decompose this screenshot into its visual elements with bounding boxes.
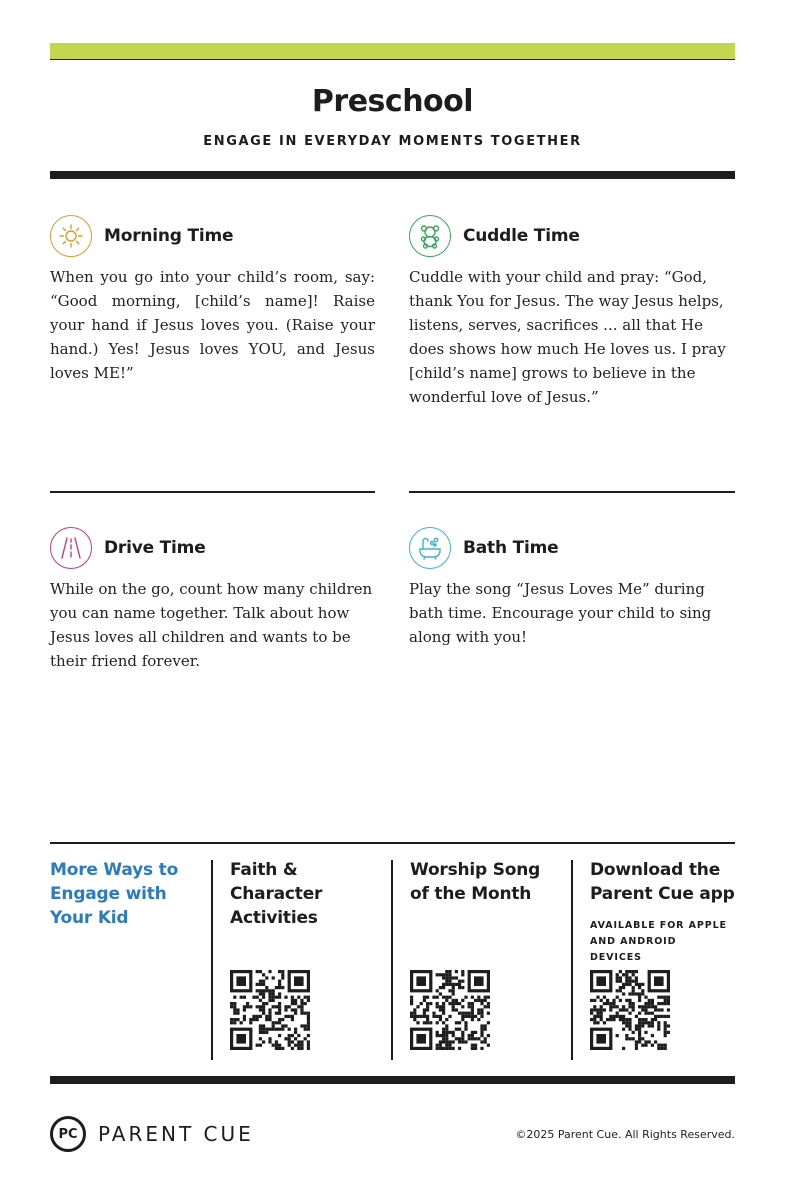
section-body: Cuddle with your child and pray: “God, thank You for Jesus. The way Jesus helps, listens, serves, sacrifices ... all that He does shows how much He loves us. I pray [child’s name] grows to believe in the wonderful love of Jesus.” [409, 268, 726, 406]
section-header [409, 215, 735, 257]
section-morning-time [50, 215, 375, 385]
section-title: Morning Time [104, 226, 234, 246]
column-title: Download the Parent Cue app [590, 860, 735, 904]
top-accent-line [50, 59, 735, 60]
faith-character-column [230, 858, 380, 930]
parent-cue-logo[interactable] [50, 1116, 254, 1152]
sun-icon [50, 215, 92, 257]
column-title: Worship Song of the Month [410, 860, 541, 904]
section-header [50, 215, 375, 257]
app-availability-note: AVAILABLE FOR APPLE AND ANDROID DEVICES [590, 920, 727, 963]
section-body: When you go into your child’s room, say: “Good morning, [child’s name]! Raise your hand if Jesus loves you. (Raise your hand.) Yes! Jesus loves YOU, and Jesus loves ME!” [50, 268, 375, 382]
section-drive-time [50, 527, 375, 673]
download-app-column [590, 858, 740, 966]
road-icon [50, 527, 92, 569]
qr-code-faith-activities[interactable] [230, 970, 310, 1050]
column-divider [391, 860, 393, 1060]
column-divider [571, 860, 573, 1060]
section-cuddle-time [409, 215, 735, 409]
section-body: While on the go, count how many children you can name together. Talk about how Jesus loves all children and wants to be their friend forever. [50, 580, 373, 670]
footer-top-divider [50, 842, 735, 844]
section-bath-time [409, 527, 735, 649]
bathtub-icon [409, 527, 451, 569]
footer-divider [50, 1076, 735, 1084]
more-ways-heading: More Ways to Engage with Your Kid [50, 860, 179, 928]
page-title: Preschool [311, 84, 474, 119]
qr-code-parent-cue-app[interactable] [590, 970, 670, 1050]
column-divider [211, 860, 213, 1060]
section-header [409, 527, 735, 569]
section-header [50, 527, 375, 569]
column-title: Faith & Character Activities [230, 860, 323, 928]
page-subtitle: ENGAGE IN EVERYDAY MOMENTS TOGETHER [203, 134, 582, 149]
brand-name: PARENT CUE [98, 1122, 254, 1146]
section-body: Play the song “Jesus Loves Me” during bath time. Encourage your child to sing along with you! [409, 580, 712, 646]
section-title: Drive Time [104, 538, 206, 558]
divider-right [409, 491, 735, 493]
worship-song-column [410, 858, 560, 906]
parent-cue-logo-icon: PC [50, 1116, 86, 1152]
qr-code-worship-song[interactable] [410, 970, 490, 1050]
header-divider [50, 171, 735, 179]
section-title: Bath Time [463, 538, 559, 558]
divider-left [50, 491, 375, 493]
section-title: Cuddle Time [463, 226, 580, 246]
copyright-text: ©2025 Parent Cue. All Rights Reserved. [515, 1128, 735, 1141]
top-accent-bar [50, 43, 735, 59]
teddy-bear-icon [409, 215, 451, 257]
